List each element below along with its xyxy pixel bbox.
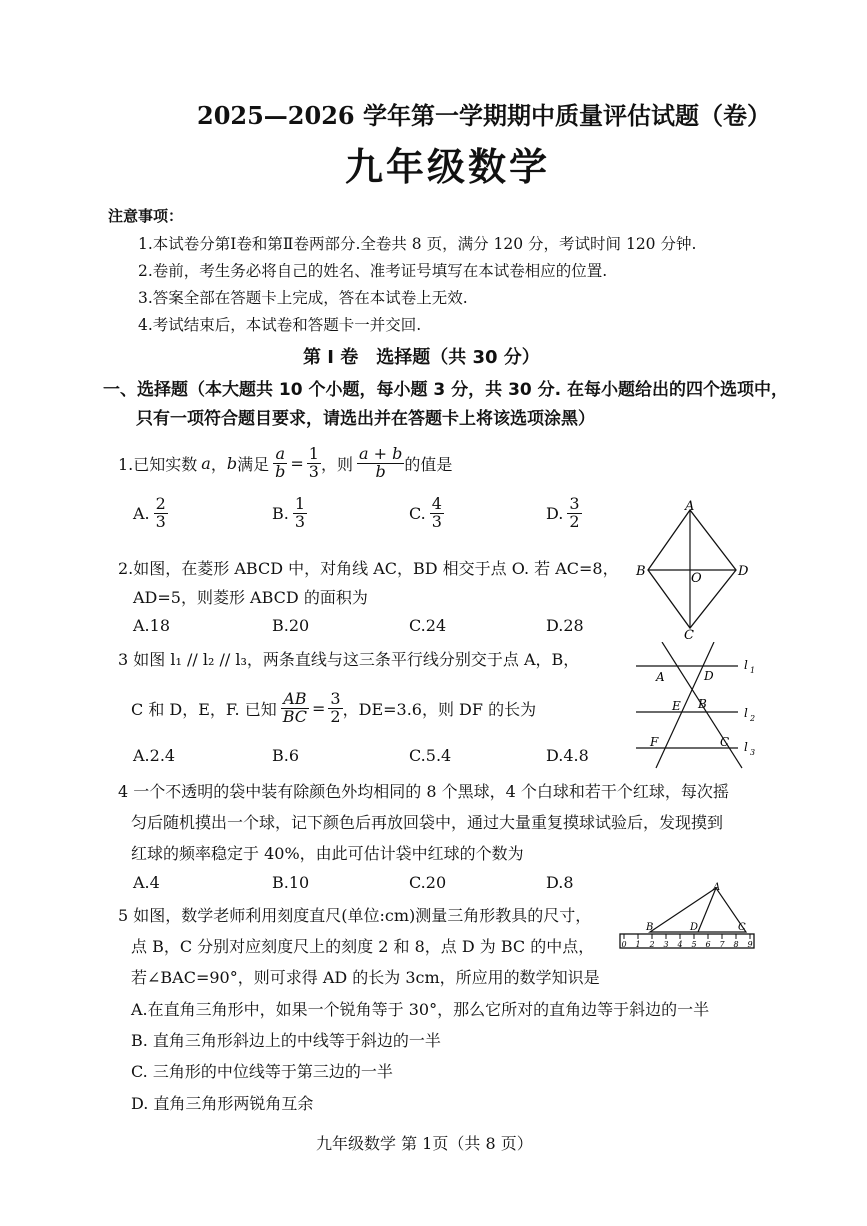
q1-mid: 满足	[237, 454, 270, 474]
q3-parallel-lines-figure	[632, 642, 767, 770]
q4-option-d: D.8	[546, 873, 574, 892]
q2-option-b: B.20	[272, 616, 310, 635]
q1-suffix: 的值是	[404, 454, 453, 474]
label-d: D	[738, 564, 749, 579]
q3-option-d: D.4.8	[546, 746, 589, 765]
q3-eq: =	[312, 698, 326, 718]
label-l2-sub: 2	[750, 714, 756, 723]
section-instructions-2: 只有一项符合题目要求，请选出并在答题卡上将该选项涂黑）	[136, 409, 595, 429]
note-item: 1.本试卷分第Ⅰ卷和第Ⅱ卷两部分.全卷共 8 页，满分 120 分，考试时间 120 分钟.	[138, 235, 697, 253]
subject-title: 九年级数学	[345, 144, 551, 189]
ruler-tick-label: 3	[663, 940, 669, 949]
q1-option-a: A. $\frac{2}{3}$	[133, 494, 166, 531]
q1-frac1: $\frac{a}{b}$	[275, 443, 286, 481]
label-o: O	[691, 571, 702, 586]
ruler-tick-label: 0	[621, 940, 627, 949]
page-footer: 九年级数学 第 1页（共 8 页）	[316, 1134, 533, 1153]
q5-option-c: C. 三角形的中位线等于第三边的一半	[131, 1062, 393, 1081]
question-4-line2: 匀后随机摸出一个球，记下颜色后再放回袋中，通过大量重复摸球试验后，发现摸到	[131, 813, 724, 832]
note-item: 2.卷前，考生务必将自己的姓名、准考证号填写在本试卷相应的位置.	[138, 262, 608, 280]
note-item: 4.考试结束后，本试卷和答题卡一并交回.	[138, 316, 422, 334]
part1-title: 第 I 卷 选择题（共 30 分）	[303, 347, 540, 368]
label-c: C	[720, 735, 730, 749]
label-c: C	[684, 628, 694, 640]
label-a: A	[713, 882, 721, 893]
q5-option-a: A.在直角三角形中，如果一个锐角等于 30°，那么它所对的直角边等于斜边的一半	[131, 1000, 710, 1019]
label-a: A	[656, 670, 665, 684]
label-c: C	[738, 922, 746, 933]
question-2-line2: AD=5，则菱形 ABCD 的面积为	[133, 588, 368, 607]
label-l3: l	[744, 740, 748, 754]
label-l1-sub: 1	[750, 666, 756, 675]
q5-option-b: B. 直角三角形斜边上的中线等于斜边的一半	[131, 1031, 441, 1050]
ruler-tick-label: 4	[677, 940, 683, 949]
q3-option-b: B.6	[272, 746, 300, 765]
label-l3-sub: 3	[750, 748, 756, 757]
q5-ruler-triangle-figure	[616, 882, 758, 958]
q3-frac2: $\frac{3}{2}$	[330, 688, 341, 726]
q1-option-c: C. $\frac{4}{3}$	[409, 494, 442, 531]
q3-option-c: C.5.4	[409, 746, 452, 765]
ruler-tick-label: 9	[747, 940, 753, 949]
ruler-tick-label: 1	[635, 940, 641, 949]
label-d: D	[690, 922, 699, 933]
question-2-line1: 2.如图，在菱形 ABCD 中，对角线 AC，BD 相交于点 O. 若 AC=8，	[118, 559, 619, 578]
question-1	[118, 440, 452, 486]
question-4-line3: 红球的频率稳定于 40%，由此可估计袋中红球的个数为	[131, 844, 524, 863]
q4-option-c: C.20	[409, 873, 447, 892]
q1-option-d: D. $\frac{3}{2}$	[546, 494, 580, 531]
q2-rhombus-figure	[628, 498, 758, 640]
question-5-line2: 点 B，C 分别对应刻度尺上的刻度 2 和 8，点 D 为 BC 的中点，	[131, 937, 595, 956]
q3-line2-pre: C 和 D，E，F. 已知	[131, 699, 277, 719]
label-b: B	[698, 697, 707, 711]
q1-var-b: b	[226, 453, 238, 473]
q5-option-d: D. 直角三角形两锐角互余	[131, 1094, 314, 1113]
label-e: E	[672, 699, 681, 713]
q3-line2-post: ，DE=3.6，则 DF 的长为	[342, 699, 537, 719]
rhombus-outline	[648, 510, 736, 628]
q4-option-b: B.10	[272, 873, 310, 892]
label-f: F	[650, 735, 659, 749]
ruler-tick-label: 8	[733, 940, 739, 949]
label-a: A	[685, 499, 695, 514]
question-5-line3: 若∠BAC=90°，则可求得 AD 的长为 3cm，所应用的数学知识是	[131, 968, 600, 987]
q3-frac1: $\frac{AB}{BC}$	[282, 688, 308, 726]
q1-prefix: 1.已知实数	[118, 454, 198, 474]
q1-option-b: B. $\frac{1}{3}$	[272, 494, 306, 531]
q2-option-d: D.28	[546, 616, 584, 635]
exam-title: 2025—2026 学年第一学期期中质量评估试题（卷）	[197, 101, 771, 130]
q4-option-a: A.4	[133, 873, 160, 892]
ruler-tick-label: 7	[719, 940, 725, 949]
q1-var-a: a	[201, 453, 211, 473]
q3-option-a: A.2.4	[133, 746, 176, 765]
label-b: B	[636, 564, 646, 579]
question-4-line1: 4 一个不透明的袋中装有除颜色外均相同的 8 个黑球，4 个白球和若干个红球，每次摇	[118, 782, 729, 801]
ruler-tick-label: 6	[705, 940, 711, 949]
q1-then: ，则	[320, 454, 353, 474]
q1-frac3: $\frac{a + b}{b}$	[358, 443, 403, 481]
question-5-line1: 5 如图，数学老师利用刻度直尺(单位:cm)测量三角形教具的尺寸，	[118, 906, 592, 925]
label-d: D	[704, 669, 714, 683]
q2-option-c: C.24	[409, 616, 447, 635]
notes-heading: 注意事项：	[108, 207, 184, 225]
q2-option-a: A.18	[133, 616, 170, 635]
ruler-tick-label: 5	[691, 940, 697, 949]
q1-sep: ，	[210, 454, 227, 474]
q1-eq: =	[290, 453, 304, 473]
ruler-tick-label: 2	[649, 940, 655, 949]
question-3-line1: 3 如图 l₁ // l₂ // l₃，两条直线与这三条平行线分别交于点 A，B，	[118, 650, 580, 669]
note-item: 3.答案全部在答题卡上完成，答在本试卷上无效.	[138, 289, 468, 307]
label-l2: l	[744, 706, 748, 720]
q1-frac2: $\frac{1}{3}$	[308, 443, 319, 481]
section-instructions: 一、选择题（本大题共 10 个小题，每小题 3 分，共 30 分. 在每小题给出的四个选项中，	[103, 380, 789, 400]
label-l1: l	[744, 658, 748, 672]
ruler-ticks	[622, 934, 753, 949]
label-b: B	[646, 922, 654, 933]
question-3-line2	[131, 685, 536, 731]
